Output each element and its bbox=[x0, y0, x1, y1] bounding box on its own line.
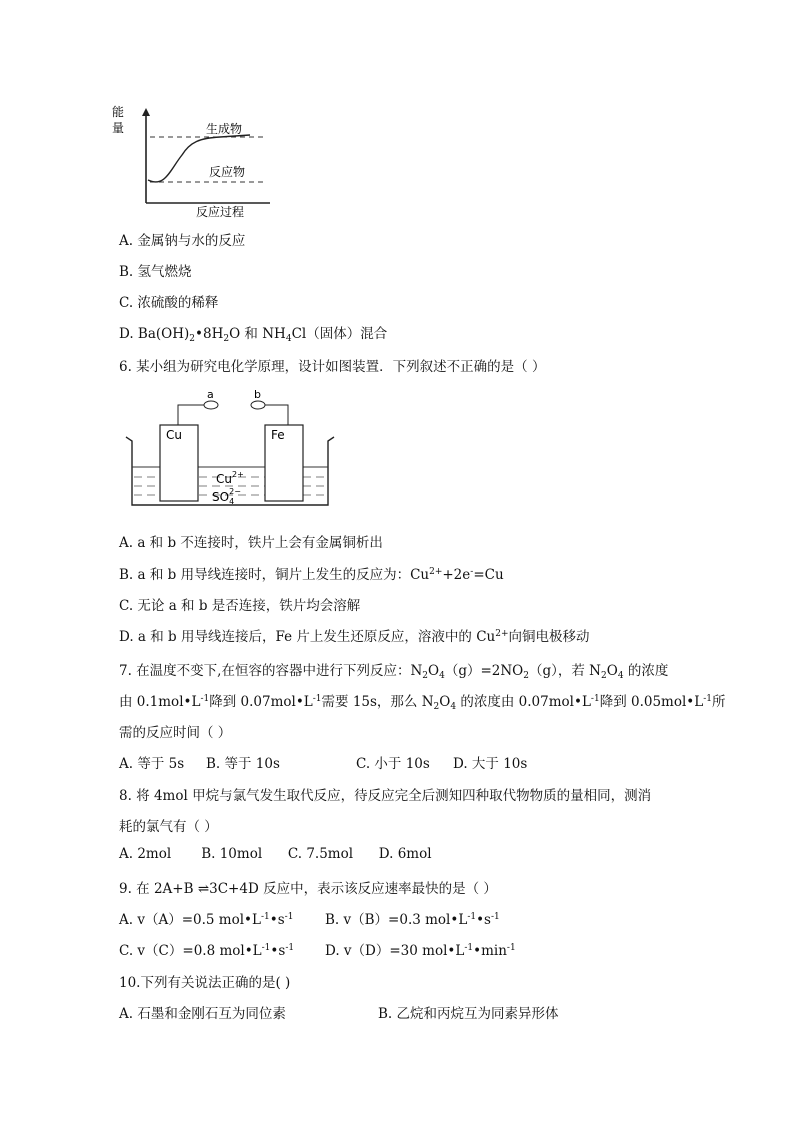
q7-line-1: 7. 在温度不变下,在恒容的容器中进行下列反应：$N_2O_4(g)=2NO_2(g)$，若 $N_2O_4$ 的浓度 bbox=[119, 663, 669, 681]
q5-option-a: A. 金属钠与水的反应 bbox=[119, 233, 246, 249]
q6-option-c: C. 无论 a 和 b 是否连接，铁片均会溶解 bbox=[119, 598, 361, 614]
q10-option-a: A. 石墨和金刚石互为同位素 bbox=[119, 1006, 286, 1022]
anion-label: $SO_42-$ bbox=[212, 487, 241, 506]
q9-option-d: D. v（D）=30 $mol•L^{-1}•\min^{-1}$ bbox=[325, 943, 516, 959]
cation-label: $Cu^{2+}$ bbox=[216, 470, 244, 486]
iron-electrode-label: Fe bbox=[271, 428, 285, 442]
energy-y-label-2: 量 bbox=[112, 121, 125, 135]
q9-option-c: C. v（C）=0.8 $mol•L^{-1}•s^{-1}$ bbox=[119, 943, 295, 959]
reactant-label: 反应物 bbox=[209, 165, 246, 179]
energy-diagram bbox=[110, 100, 280, 218]
q6-option-a: A. a 和 b 不连接时，铁片上会有金属铜析出 bbox=[119, 535, 383, 551]
q7-option-a: A. 等于 5s bbox=[119, 756, 185, 772]
energy-x-label: 反应过程 bbox=[196, 205, 245, 218]
q10-stem: 10.下列有关说法正确的是( ) bbox=[119, 975, 291, 991]
wire-right bbox=[265, 405, 288, 425]
terminal-b-label: b bbox=[254, 388, 261, 401]
terminal-a-label: a bbox=[207, 388, 214, 401]
energy-y-arrow bbox=[142, 108, 150, 116]
q5-option-d: D. $Ba(OH)_2•8H_2O$ 和 $NH_4Cl$（固体）混合 bbox=[119, 326, 388, 344]
terminal-a bbox=[204, 401, 218, 409]
q10-option-b: B. 乙烷和丙烷互为同素异形体 bbox=[378, 1006, 559, 1022]
q6-option-b: B. a 和 b 用导线连接时，铜片上发生的反应为：$Cu^{2+}+2e^-=Cu$ bbox=[119, 567, 504, 583]
q7-line-2: 由 $0.1mol•L^{-1}$降到 $0.07mol•L^{-1}$需要 15s，那么 $N_2O_4$ 的浓度由 $0.07mol•L^{-1}$降到 $0.05mol•L^{-1}$所 bbox=[119, 694, 726, 712]
q8-line-2: 耗的氯气有（ ） bbox=[119, 819, 218, 835]
energy-y-label-1: 能 bbox=[112, 105, 125, 119]
q9-stem: 9. 在 2A+B ⇌3C+4D 反应中，表示该反应速率最快的是（ ） bbox=[119, 881, 497, 897]
q7-option-d: D. 大于 10s bbox=[453, 756, 528, 772]
q5-option-c: C. 浓硫酸的稀释 bbox=[119, 295, 219, 311]
q7-option-c: C. 小于 10s bbox=[356, 756, 430, 772]
terminal-b bbox=[251, 401, 265, 409]
copper-electrode-label: Cu bbox=[166, 428, 182, 442]
q7-option-b: B. 等于 10s bbox=[206, 756, 280, 772]
q5-option-b: B. 氢气燃烧 bbox=[119, 264, 192, 280]
product-label: 生成物 bbox=[206, 122, 243, 136]
q9-option-a: A. v（A）=0.5 $mol•L^{-1}•s^{-1}$ bbox=[119, 912, 294, 928]
q9-option-b: B. v（B）=0.3 $mol•L^{-1}•s^{-1}$ bbox=[325, 912, 500, 928]
q6-stem: 6. 某小组为研究电化学原理，设计如图装置．下列叙述不正确的是（ ） bbox=[119, 359, 546, 375]
q8-line-1: 8. 将 4mol 甲烷与氯气发生取代反应，待反应完全后测知四种取代物物质的量相同，测消 bbox=[119, 788, 652, 804]
q8-options: A. 2mol B. 10mol C. 7.5mol D. 6mol bbox=[119, 846, 432, 862]
electrochem-diagram bbox=[120, 385, 340, 520]
q6-option-d: D. a 和 b 用导线连接后，Fe 片上发生还原反应，溶液中的 $Cu^{2+}$向铜电极移动 bbox=[119, 629, 590, 645]
q7-line-3: 需的反应时间（ ） bbox=[119, 725, 232, 741]
wire-left bbox=[178, 405, 204, 425]
